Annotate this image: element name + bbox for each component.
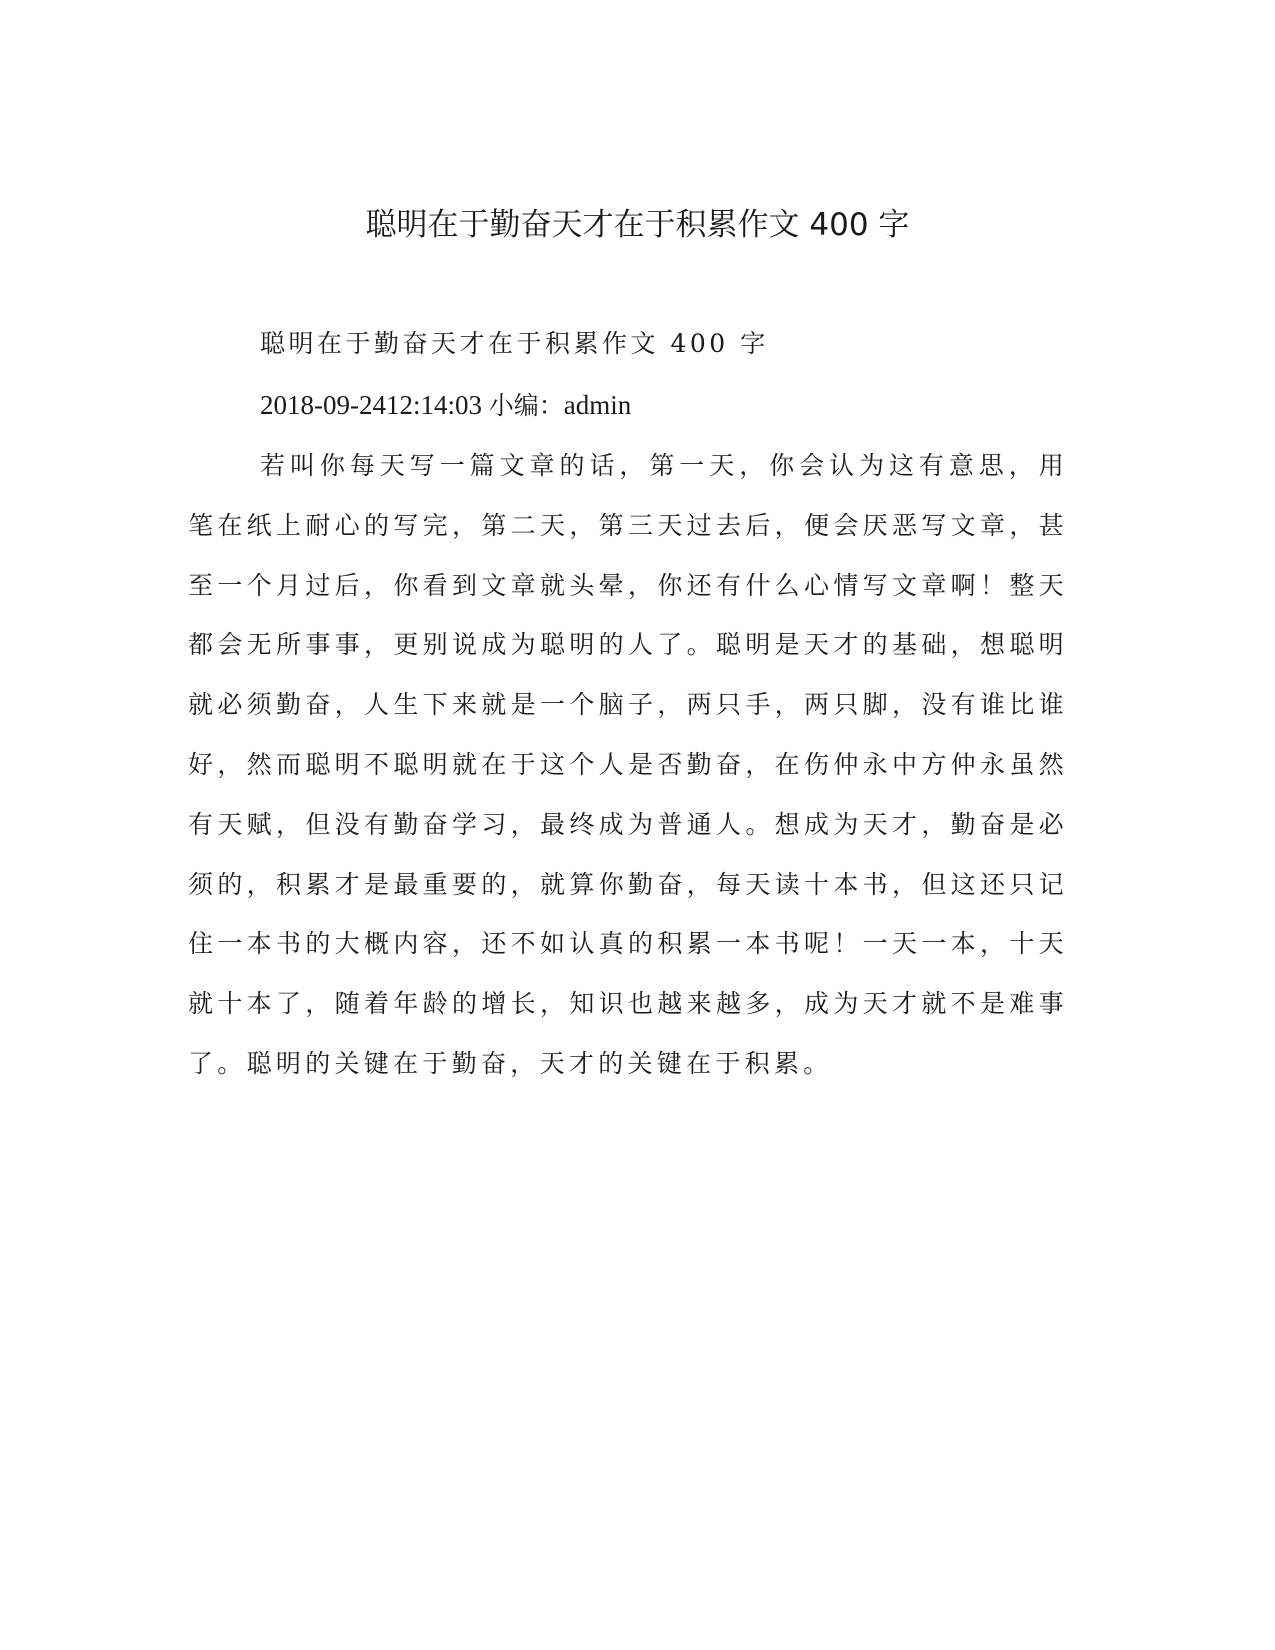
editor-name: admin [563, 390, 632, 420]
page-title: 聪明在于勤奋天才在于积累作文 400 字 [365, 207, 910, 243]
article-timestamp: 2018-09-2412:14:03 [260, 390, 482, 420]
article-paragraph: 若叫你每天写一篇文章的话，第一天，你会认为这有意思，用笔在纸上耐心的写完，第二天，第三天过去后，便会厌恶写文章，甚至一个月过后，你看到文章就头晕，你还有什么心情写文章啊！整天都会无所事事，更别说成为聪明的人了。聪明是天才的基础，想聪明就必须勤奋，人生下来就是一个脑子，两只手，两只脚，没有谁比谁好，然而聪明不聪明就在于这个人是否勤奋，在伤仲永中方仲永虽然有天赋，但没有勤奋学习，最终成为普通人。想成为天才，勤奋是必须的，积累才是最重要的，就算你勤奋，每天读十本书，但这还只记住一本书的大概内容，还不如认真的积累一本书呢！一天一本，十天就十本了，随着年龄的增长，知识也越来越多，成为天才就不是难事了。聪明的关键在于勤奋，天才的关键在于积累。 [188, 451, 1068, 1078]
editor-label: 小编： [488, 391, 564, 420]
article-body [188, 322, 1068, 1094]
article-meta [188, 383, 1068, 444]
article-subtitle: 聪明在于勤奋天才在于积累作文 400 字 [260, 329, 769, 358]
